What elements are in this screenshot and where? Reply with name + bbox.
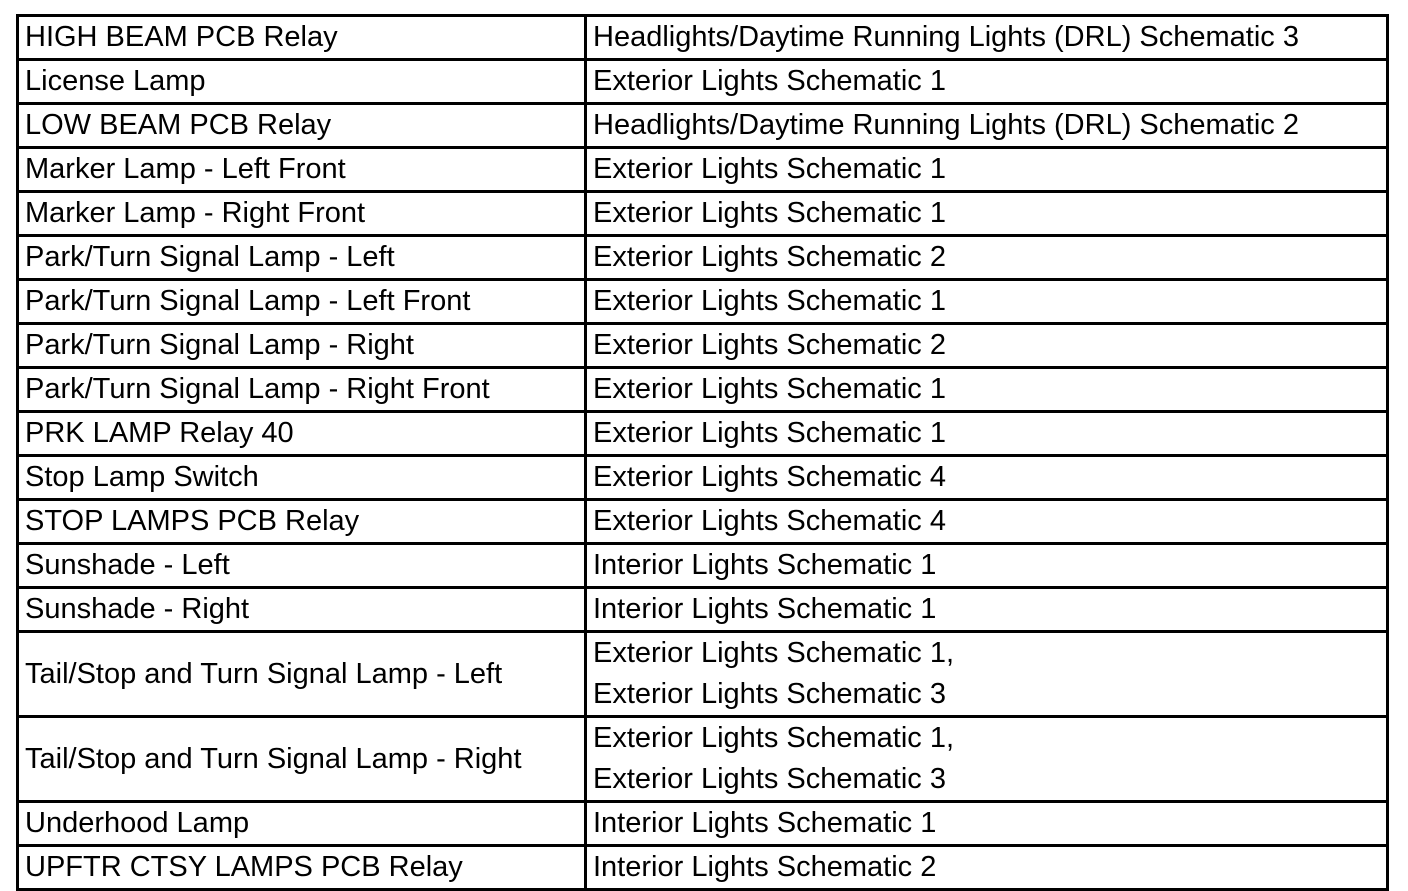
- schematic-reference: Interior Lights Schematic 2: [593, 851, 937, 883]
- component-name-cell: Tail/Stop and Turn Signal Lamp - Left: [18, 632, 586, 717]
- component-name-cell: Park/Turn Signal Lamp - Left: [18, 236, 586, 280]
- schematic-reference: Exterior Lights Schematic 3: [593, 763, 946, 795]
- table-row: [18, 60, 1388, 104]
- table-body: [18, 16, 1388, 890]
- schematic-reference: Exterior Lights Schematic 1: [593, 197, 946, 229]
- table-row: [18, 280, 1388, 324]
- component-name-cell: Park/Turn Signal Lamp - Right: [18, 324, 586, 368]
- table-row: [18, 846, 1388, 890]
- schematic-reference: Exterior Lights Schematic 1: [593, 285, 946, 317]
- table-row: [18, 588, 1388, 632]
- table-row: [18, 148, 1388, 192]
- schematic-reference-cell: [586, 16, 1388, 60]
- table-row: [18, 324, 1388, 368]
- schematic-reference-cell: [586, 632, 1388, 717]
- schematic-reference-cell: [586, 717, 1388, 802]
- table-row: [18, 16, 1388, 60]
- table-row: [18, 412, 1388, 456]
- component-schematic-table: [16, 14, 1389, 891]
- component-name-cell: License Lamp: [18, 60, 586, 104]
- table-row: [18, 802, 1388, 846]
- schematic-reference-cell: [586, 802, 1388, 846]
- schematic-reference-cell: [586, 544, 1388, 588]
- schematic-reference: Exterior Lights Schematic 2: [593, 329, 946, 361]
- component-name-cell: UPFTR CTSY LAMPS PCB Relay: [18, 846, 586, 890]
- component-name-cell: Underhood Lamp: [18, 802, 586, 846]
- component-name-cell: Marker Lamp - Left Front: [18, 148, 586, 192]
- schematic-reference-cell: [586, 60, 1388, 104]
- schematic-reference: Exterior Lights Schematic 1: [593, 65, 946, 97]
- schematic-reference: Exterior Lights Schematic 4: [593, 505, 946, 537]
- schematic-reference-cell: [586, 104, 1388, 148]
- schematic-reference: Headlights/Daytime Running Lights (DRL) Schematic 2: [593, 109, 1299, 141]
- component-name-cell: PRK LAMP Relay 40: [18, 412, 586, 456]
- component-name-cell: HIGH BEAM PCB Relay: [18, 16, 586, 60]
- schematic-reference: Exterior Lights Schematic 1,: [593, 637, 955, 669]
- schematic-reference: Interior Lights Schematic 1: [593, 807, 937, 839]
- schematic-reference-cell: [586, 148, 1388, 192]
- table-row: [18, 104, 1388, 148]
- table-row: [18, 632, 1388, 717]
- component-name-cell: LOW BEAM PCB Relay: [18, 104, 586, 148]
- table-row: [18, 236, 1388, 280]
- schematic-reference-cell: [586, 456, 1388, 500]
- schematic-reference: Headlights/Daytime Running Lights (DRL) Schematic 3: [593, 21, 1299, 53]
- table-row: [18, 456, 1388, 500]
- component-name-cell: Marker Lamp - Right Front: [18, 192, 586, 236]
- schematic-reference: Exterior Lights Schematic 1: [593, 373, 946, 405]
- table-row: [18, 368, 1388, 412]
- schematic-reference-cell: [586, 846, 1388, 890]
- schematic-reference-cell: [586, 280, 1388, 324]
- schematic-reference: Exterior Lights Schematic 1: [593, 417, 946, 449]
- component-name-cell: Park/Turn Signal Lamp - Left Front: [18, 280, 586, 324]
- component-name-cell: Stop Lamp Switch: [18, 456, 586, 500]
- component-name-cell: Sunshade - Right: [18, 588, 586, 632]
- component-name-cell: Sunshade - Left: [18, 544, 586, 588]
- schematic-reference: Exterior Lights Schematic 1: [593, 153, 946, 185]
- schematic-reference-cell: [586, 368, 1388, 412]
- schematic-reference-cell: [586, 236, 1388, 280]
- table-row: [18, 192, 1388, 236]
- schematic-reference-cell: [586, 192, 1388, 236]
- schematic-reference: Exterior Lights Schematic 3: [593, 678, 946, 710]
- schematic-reference: Interior Lights Schematic 1: [593, 593, 937, 625]
- schematic-reference: Exterior Lights Schematic 1,: [593, 722, 955, 754]
- schematic-reference-cell: [586, 500, 1388, 544]
- schematic-reference: Exterior Lights Schematic 2: [593, 241, 946, 273]
- schematic-reference: Exterior Lights Schematic 4: [593, 461, 946, 493]
- component-name-cell: STOP LAMPS PCB Relay: [18, 500, 586, 544]
- schematic-reference-cell: [586, 588, 1388, 632]
- table-row: [18, 500, 1388, 544]
- component-name-cell: Park/Turn Signal Lamp - Right Front: [18, 368, 586, 412]
- schematic-reference: Interior Lights Schematic 1: [593, 549, 937, 581]
- component-name-cell: Tail/Stop and Turn Signal Lamp - Right: [18, 717, 586, 802]
- table-row: [18, 717, 1388, 802]
- table-row: [18, 544, 1388, 588]
- schematic-reference-cell: [586, 324, 1388, 368]
- schematic-reference-cell: [586, 412, 1388, 456]
